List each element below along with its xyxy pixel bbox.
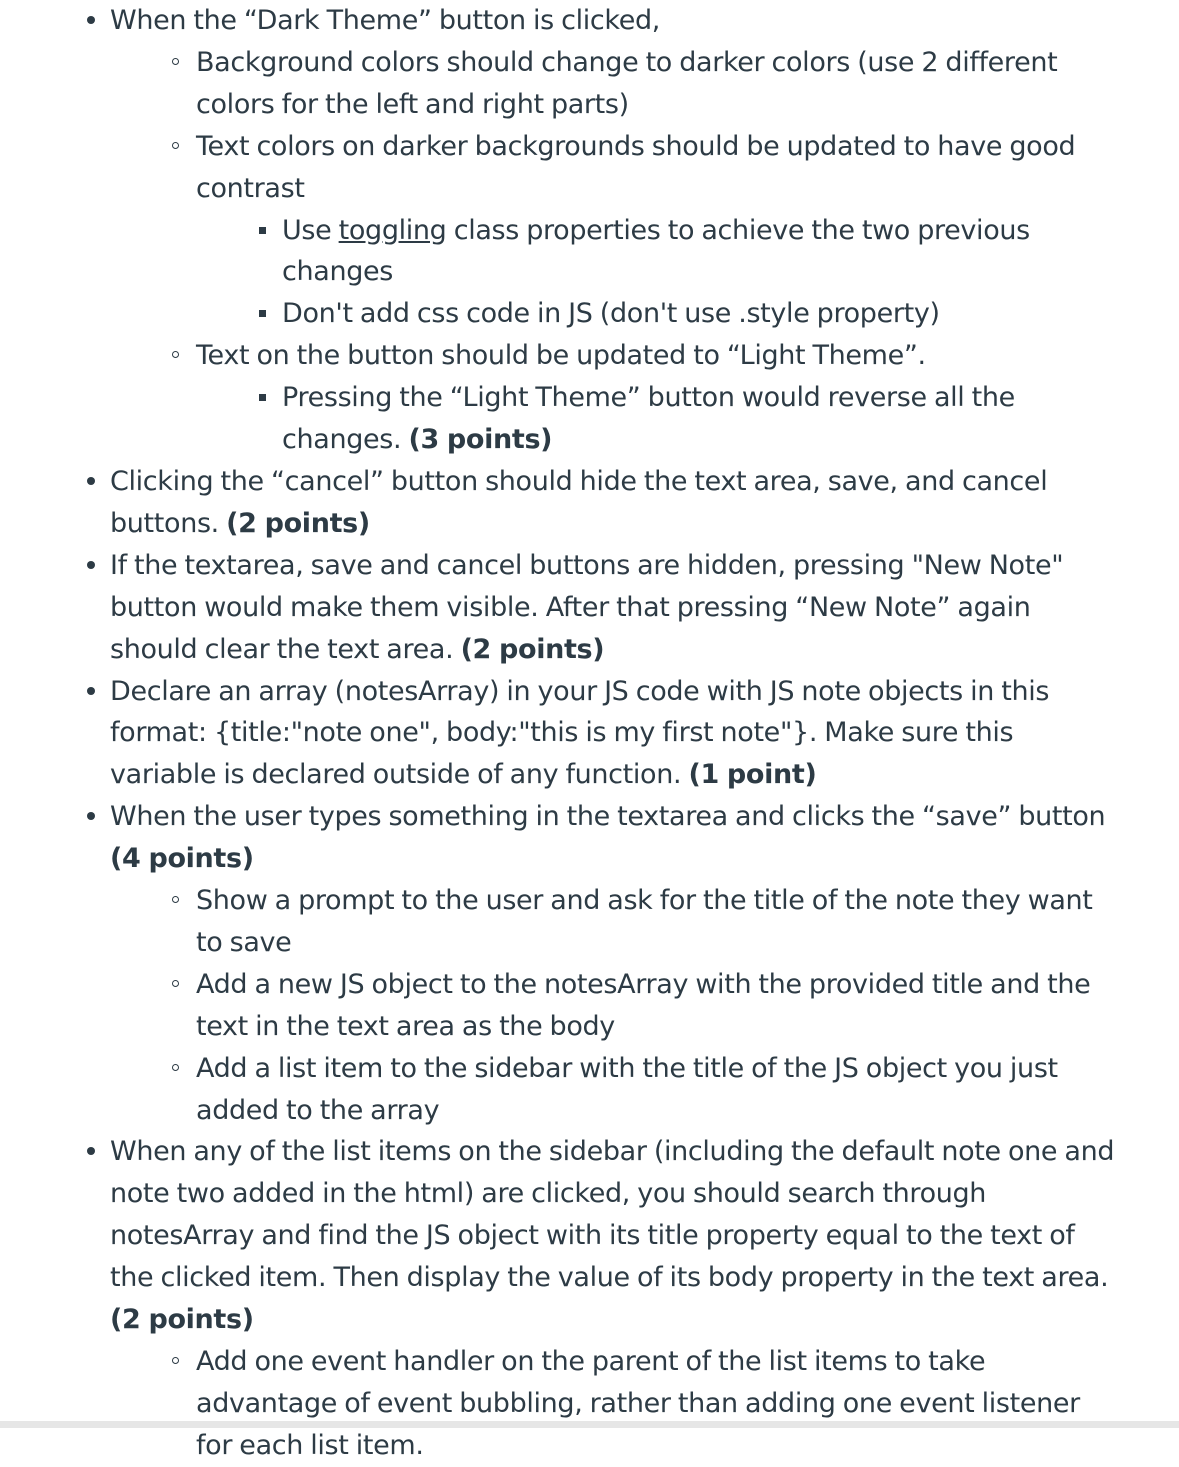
list-item (110, 0, 1118, 461)
item-text: Show a prompt to the user and ask for the title of the note they want to save (196, 885, 1093, 958)
list-item (196, 126, 1118, 336)
list-item (196, 880, 1118, 964)
points-label: (2 points) (110, 1304, 254, 1336)
points-label: (4 points) (110, 843, 254, 875)
sub-list (110, 1341, 1118, 1467)
item-text: If the textarea, save and cancel buttons are hidden, pressing "New Note" button would make them visible. After that pressing “New Note” again should clear the text area. (110, 549, 1064, 665)
item-text: class properties to achieve the two previous changes (282, 214, 1030, 288)
list-item (110, 545, 1118, 671)
item-text: Text colors on darker backgrounds should be updated to have good contrast (196, 130, 1076, 204)
item-text: Background colors should change to darker colors (use 2 different colors for the left and right parts) (196, 46, 1058, 120)
sub-list (110, 880, 1118, 1131)
list-item (196, 1341, 1118, 1467)
list-item (196, 335, 1118, 461)
list-item (282, 293, 1118, 335)
points-label: (2 points) (226, 507, 370, 539)
item-text: Don't add css code in JS (don't use .style property) (282, 298, 940, 330)
sub-list (110, 42, 1118, 461)
item-text: Pressing the “Light Theme” button would reverse all the changes. (282, 382, 1015, 456)
bottom-divider (0, 1421, 1179, 1428)
list-item (110, 671, 1118, 797)
underlined-term: toggling (338, 214, 447, 246)
list-item (282, 377, 1118, 461)
list-item (110, 1131, 1118, 1466)
list-item (110, 796, 1118, 1131)
list-item (282, 210, 1118, 294)
item-text: When the user types something in the textarea and clicks the “save” button (110, 801, 1106, 833)
list-item (196, 1048, 1118, 1132)
item-text: Text on the button should be updated to “Light Theme”. (196, 340, 926, 372)
item-text: Use (282, 214, 339, 246)
item-text: Add a new JS object to the notesArray with the provided title and the text in the text area as the body (196, 968, 1091, 1042)
sub-sub-list (196, 210, 1118, 336)
list-item (196, 42, 1118, 126)
item-text: Add a list item to the sidebar with the title of the JS object you just added to the array (196, 1052, 1058, 1126)
list-item (110, 461, 1118, 545)
item-text: Add one event handler on the parent of the list items to take advantage of event bubbling, rather than adding one event listener for each list item. (196, 1346, 1080, 1461)
points-label: (1 point) (688, 759, 817, 791)
item-text: Clicking the “cancel” button should hide the text area, save, and cancel buttons. (110, 465, 1048, 539)
sub-sub-list (196, 377, 1118, 461)
item-text: Declare an array (notesArray) in your JS code with JS note objects in this format: {title:"note one", body:"this is my first note"}. Make sure this variable is declared outside of any function. (110, 675, 1050, 791)
item-text: When any of the list items on the sidebar (including the default note one and note two added in the html) are clicked, you should search through notesArray and find the JS object with its title property equal to the text of the clicked item. Then display the value of its body property in the text area. (110, 1136, 1115, 1294)
points-label: (2 points) (460, 633, 605, 665)
list-item (196, 964, 1118, 1048)
item-text: When the “Dark Theme” button is clicked, (110, 5, 661, 36)
points-label: (3 points) (408, 424, 553, 456)
